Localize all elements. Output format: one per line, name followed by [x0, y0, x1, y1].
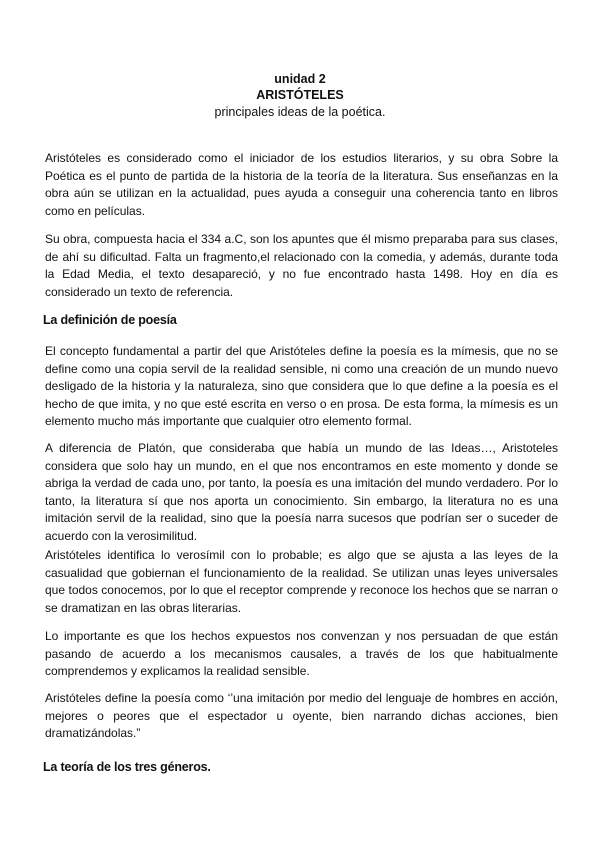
paragraph-verosimil: Aristóteles identifica lo verosímil con lo probable; es algo que se ajusta a las leyes de la casualidad que gobiernan el funcionamiento de la realidad. Se utilizan unas leyes universales que todos conocemos, por lo que el receptor comprende y reconoce los hechos que se narran o se dramatizan en las obras literarias. [45, 548, 558, 615]
paragraph-mimesis: El concepto fundamental a partir del que Aristóteles define la poesía es la mímesis, que no se define como una copia servil de la realidad sensible, ni como una creación de un mundo nuevo desligado de la historia y la naturaleza, sino que considera que lo que define a la poesía es el hecho de que imita, y no que esté escrita en verso o en prosa. De esta forma, la mímesis es un elemento mucho más importante que cualquier otro elemento formal. [45, 344, 558, 428]
unit-label: unidad 2 [274, 72, 326, 86]
page-title: ARISTÓTELES [256, 88, 344, 102]
section-heading-definicion: La definición de poesía [43, 313, 177, 327]
paragraph-obra: Su obra, compuesta hacia el 334 a.C, son los apuntes que él mismo preparaba para sus clases, de ahí su dificultad. Falta un fragmento,el relacionado con la comedia, y además, durante toda la Edad Media, el texto desapareció, y no fue encontrado hasta 1498. Hoy en día es considerado un texto de referencia. [45, 232, 558, 299]
paragraph-importante: Lo importante es que los hechos expuestos nos convenzan y nos persuadan de que están pasando de acuerdo a los mecanismos causales, a través de los que habitualmente comprendemos y explicamos la realidad sensible. [45, 629, 558, 678]
section-heading-generos: La teoría de los tres géneros. [43, 760, 211, 774]
page-subtitle: principales ideas de la poética. [214, 105, 386, 119]
paragraph-platon: A diferencia de Platón, que consideraba que había un mundo de las Ideas…, Aristoteles considera que solo hay un mundo, en el que nos encontramos en este momento y donde se abriga la verdad de cada uno, por tanto, la poesía es una imitación del mundo verdadero. Por lo tanto, la literatura sí que nos aporta un conocimiento. Sin embargo, la literatura no es una imitación servil de la realidad, sino que la poesía narra sucesos que podrían ser o suceder de acuerdo con la verosimilitud. [45, 441, 558, 543]
paragraph-intro: Aristóteles es considerado como el iniciador de los estudios literarios, y su obra Sobre la Poética es el punto de partida de la historia de la teoría de la literatura. Sus enseñanzas en la obra aún se utilizan en la actualidad, pues ayuda a conseguir una coherencia tanto en libros como en películas. [45, 151, 558, 218]
paragraph-definicion-poesia: Aristóteles define la poesía como ‘’una imitación por medio del lenguaje de hombres en acción, mejores o peores que el espectador u oyente, bien narrando dichas acciones, bien dramatizándolas.” [45, 691, 558, 740]
